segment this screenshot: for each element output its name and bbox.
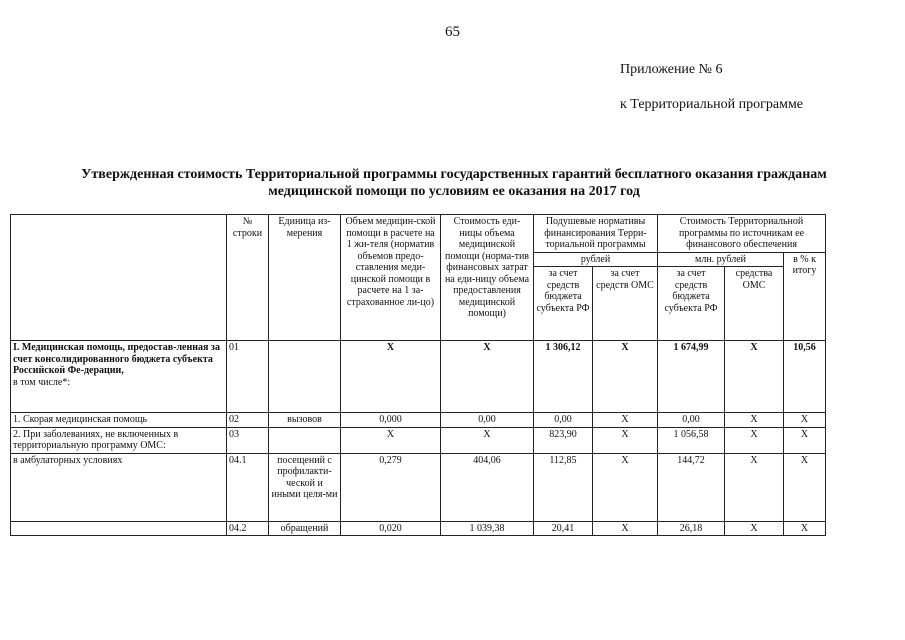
document-title-line-1: Утвержденная стоимость Территориальной программы государственных гарантий бесплатного оказания гражданам	[81, 167, 827, 182]
row-number: 02	[227, 413, 269, 428]
header-unit: Единица из-мерения	[269, 215, 341, 341]
row-per-capita-oms: X	[593, 413, 658, 428]
row-label: 1. Скорая медицинская помощь	[11, 413, 227, 428]
row-per-capita-budget: 112,85	[534, 453, 593, 521]
row-per-capita-budget: 1 306,12	[534, 341, 593, 413]
row-program-budget: 1 056,58	[658, 427, 725, 453]
row-number: 03	[227, 427, 269, 453]
row-unit: посещений с профилакти-ческой и иными целя-ми	[269, 453, 341, 521]
row-volume: 0,020	[341, 521, 441, 536]
row-unit	[269, 427, 341, 453]
row-label: 2. При заболеваниях, не включенных в территориальную программу ОМС:	[11, 427, 227, 453]
header-percent-total: в % к итогу	[784, 252, 826, 341]
row-unit: вызовов	[269, 413, 341, 428]
row-unit-cost: 0,00	[441, 413, 534, 428]
row-label: I. Медицинская помощь, предостав-ленная за счет консолидированного бюджета субъекта Российской Фе-дерации, в том числе*:	[11, 341, 227, 413]
row-per-capita-oms: X	[593, 427, 658, 453]
row-program-budget: 0,00	[658, 413, 725, 428]
header-program-budget-rf: за счет средств бюджета субъекта РФ	[658, 267, 725, 341]
header-row-number: № строки	[227, 215, 269, 341]
row-program-oms: X	[725, 413, 784, 428]
header-per-capita-unit: рублей	[534, 252, 658, 267]
header-empty-cell	[11, 215, 227, 341]
row-number: 04.1	[227, 453, 269, 521]
row-program-oms: X	[725, 341, 784, 413]
row-program-percent: X	[784, 427, 826, 453]
appendix-title: Приложение № 6	[620, 62, 723, 77]
row-label: в амбулаторных условиях	[11, 453, 227, 521]
row-program-percent: X	[784, 453, 826, 521]
row-program-budget: 1 674,99	[658, 341, 725, 413]
row-per-capita-budget: 20,41	[534, 521, 593, 536]
row-program-percent: X	[784, 413, 826, 428]
row-label	[11, 521, 227, 536]
table-row	[11, 427, 826, 453]
header-volume: Объем медицин-ской помощи в расчете на 1 жи-теля (норматив объемов предо-ставления меди-цинской помощи в расчете на 1 за-страхованное ли-цо)	[341, 215, 441, 341]
header-program-cost-unit: млн. рублей	[658, 252, 784, 267]
row-number: 04.2	[227, 521, 269, 536]
row-program-oms: X	[725, 521, 784, 536]
row-per-capita-oms: X	[593, 521, 658, 536]
document-title	[20, 166, 888, 200]
document-title-line-2: медицинской помощи по условиям ее оказания на 2017 год	[268, 184, 640, 199]
row-program-budget: 26,18	[658, 521, 725, 536]
row-unit-cost: X	[441, 341, 534, 413]
row-volume: 0,279	[341, 453, 441, 521]
table-row	[11, 341, 826, 413]
row-per-capita-oms: X	[593, 453, 658, 521]
header-program-cost: Стоимость Территориальной программы по источникам ее финансового обеспечения	[658, 215, 826, 253]
row-volume: X	[341, 341, 441, 413]
row-unit: обращений	[269, 521, 341, 536]
cost-table	[10, 214, 826, 536]
row-number: 01	[227, 341, 269, 413]
header-unit-cost: Стоимость еди-ницы объема медицинской помощи (норма-тив финансовых затрат на еди-ницу объема предоставления медицинской помощи)	[441, 215, 534, 341]
row-program-percent: X	[784, 521, 826, 536]
table-row	[11, 413, 826, 428]
row-unit-cost: X	[441, 427, 534, 453]
header-per-capita: Подушевые нормативы финансирования Терри-ториальной программы	[534, 215, 658, 253]
row-unit-cost: 404,06	[441, 453, 534, 521]
table-header-row	[11, 215, 826, 253]
header-program-oms: средства ОМС	[725, 267, 784, 341]
appendix-subtitle: к Территориальной программе	[620, 97, 804, 112]
header-budget-rf: за счет средств бюджета субъекта РФ	[534, 267, 593, 341]
row-unit	[269, 341, 341, 413]
row-unit-cost: 1 039,38	[441, 521, 534, 536]
row-program-budget: 144,72	[658, 453, 725, 521]
row-volume: X	[341, 427, 441, 453]
header-oms: за счет средств ОМС	[593, 267, 658, 341]
row-program-oms: X	[725, 453, 784, 521]
table-row	[11, 453, 826, 521]
row-volume: 0,000	[341, 413, 441, 428]
row-program-oms: X	[725, 427, 784, 453]
row-per-capita-oms: X	[593, 341, 658, 413]
page-number: 65	[445, 24, 460, 40]
row-program-percent: 10,56	[784, 341, 826, 413]
row-per-capita-budget: 0,00	[534, 413, 593, 428]
row-per-capita-budget: 823,90	[534, 427, 593, 453]
table-row	[11, 521, 826, 536]
